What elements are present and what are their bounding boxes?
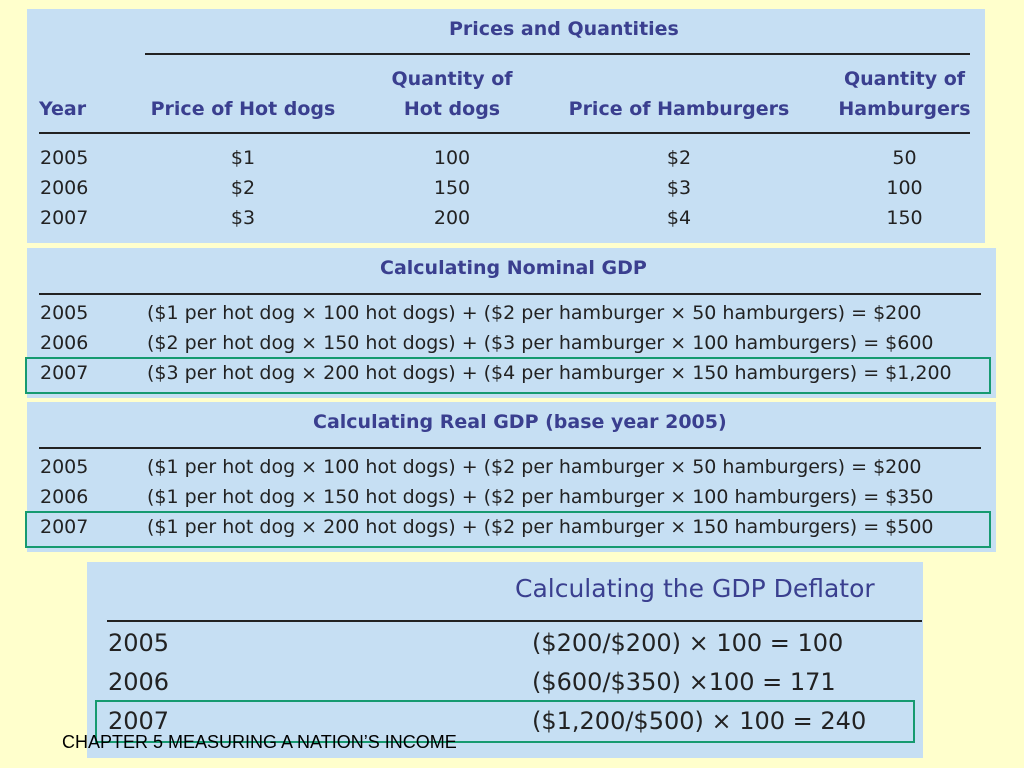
row-qty-hamburgers: 50 — [892, 147, 917, 169]
header-year: Year — [39, 98, 87, 120]
row-year: 2005 — [40, 147, 89, 169]
chapter-footer: CHAPTER 5 MEASURING A NATION’S INCOME — [62, 732, 457, 752]
row-price-hotdogs: $1 — [230, 147, 256, 169]
real-row-year: 2007 — [40, 516, 89, 538]
row-qty-hamburgers: 100 — [886, 177, 923, 199]
deflator-row-calc: ($200/$200) × 100 = 100 — [532, 629, 844, 657]
real-gdp-divider — [39, 447, 981, 449]
deflator-divider — [107, 620, 922, 622]
deflator-title: Calculating the GDP Deflator — [515, 574, 875, 603]
deflator-row-year: 2005 — [108, 629, 170, 657]
header-qty-hamburgers-line2: Hamburgers — [838, 98, 971, 120]
deflator-row-year: 2007 — [108, 707, 170, 735]
row-qty-hamburgers: 150 — [886, 207, 923, 229]
real-gdp-title: Calculating Real GDP (base year 2005) — [313, 411, 727, 433]
row-qty-hotdogs: 200 — [433, 207, 471, 229]
header-qty-hotdogs-line2: Hot dogs — [403, 98, 501, 120]
header-qty-hotdogs-line1: Quantity of — [391, 68, 513, 90]
header-price-hotdogs: Price of Hot dogs — [150, 98, 336, 120]
nominal-row-calc: ($2 per hot dog × 150 hot dogs) + ($3 per hamburger × 100 hamburgers) = $600 — [147, 332, 934, 354]
header-price-hamburgers: Price of Hamburgers — [568, 98, 790, 120]
real-row-calc: ($1 per hot dog × 100 hot dogs) + ($2 per hamburger × 50 hamburgers) = $200 — [147, 456, 922, 478]
row-year: 2006 — [40, 177, 89, 199]
prices-quantities-panel — [27, 9, 985, 243]
header-divider-bottom — [39, 132, 970, 134]
real-row-calc: ($1 per hot dog × 200 hot dogs) + ($2 per hamburger × 150 hamburgers) = $500 — [147, 516, 934, 538]
deflator-row-calc: ($600/$350) ×100 = 171 — [532, 668, 836, 696]
nominal-row-year: 2007 — [40, 362, 89, 384]
nominal-row-calc: ($3 per hot dog × 200 hot dogs) + ($4 per hamburger × 150 hamburgers) = $1,200 — [147, 362, 952, 384]
deflator-row-year: 2006 — [108, 668, 170, 696]
row-price-hamburgers: $2 — [666, 147, 692, 169]
nominal-gdp-divider — [39, 293, 981, 295]
row-qty-hotdogs: 100 — [433, 147, 471, 169]
real-row-calc: ($1 per hot dog × 150 hot dogs) + ($2 per hamburger × 100 hamburgers) = $350 — [147, 486, 934, 508]
deflator-row-calc: ($1,200/$500) × 100 = 240 — [532, 707, 867, 735]
nominal-row-year: 2005 — [40, 302, 89, 324]
real-2007-highlight — [25, 511, 991, 548]
header-qty-hamburgers-line1: Quantity of — [843, 68, 966, 90]
nominal-gdp-title: Calculating Nominal GDP — [380, 257, 647, 279]
row-price-hamburgers: $4 — [666, 207, 692, 229]
real-row-year: 2005 — [40, 456, 89, 478]
prices-quantities-title: Prices and Quantities — [449, 18, 679, 40]
row-price-hotdogs: $3 — [230, 207, 256, 229]
header-divider-top — [145, 53, 970, 55]
row-price-hotdogs: $2 — [230, 177, 256, 199]
nominal-row-year: 2006 — [40, 332, 89, 354]
nominal-row-calc: ($1 per hot dog × 100 hot dogs) + ($2 per hamburger × 50 hamburgers) = $200 — [147, 302, 922, 324]
real-row-year: 2006 — [40, 486, 89, 508]
row-price-hamburgers: $3 — [666, 177, 692, 199]
nominal-2007-highlight — [25, 357, 991, 394]
row-year: 2007 — [40, 207, 89, 229]
row-qty-hotdogs: 150 — [433, 177, 471, 199]
